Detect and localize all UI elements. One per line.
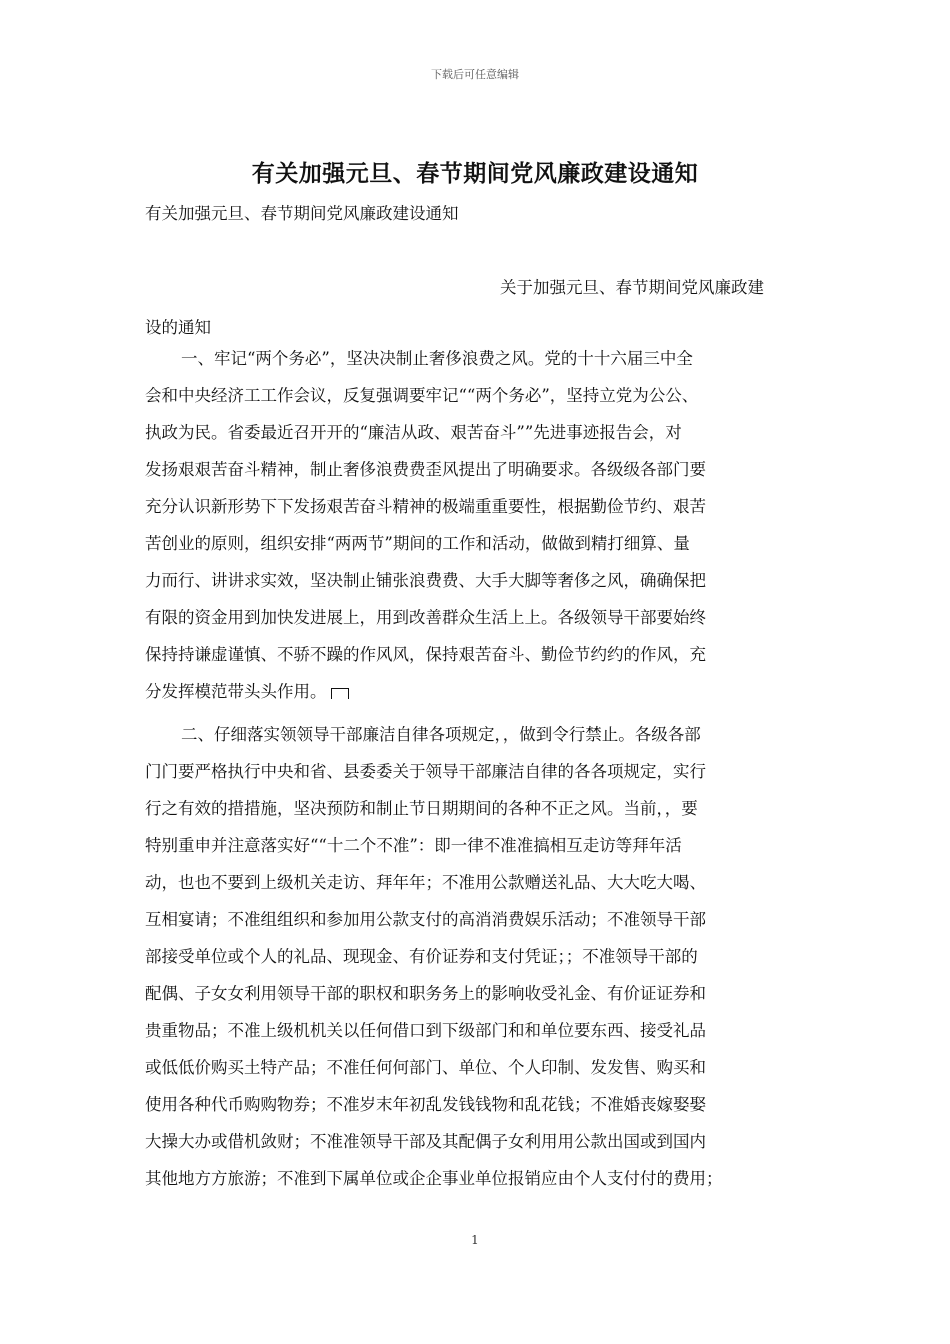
notice-heading: 关于加强元旦、春节期间党风廉政建 xyxy=(500,278,764,297)
paragraph-line: 动，也也不要到上级机关走访、拜年年；不准用公款赠送礼品、大大吃大喝、 xyxy=(145,873,706,892)
paragraph-line: 或低低价购买土特产品；不准任何何部门、单位、个人印制、发发售、购买和 xyxy=(145,1058,706,1077)
paragraph-line: 苦创业的原则，组织安排“两两节”期间的工作和活动，做做到精打细算、量 xyxy=(145,534,690,553)
paragraph-line: 大操大办或借机敛财；不准准领导干部及其配偶子女利用用公款出国或到国内 xyxy=(145,1132,706,1151)
paragraph-line: 配偶、子女女利用领导干部的职权和职务务上的影响收受礼金、有价证证券和 xyxy=(145,984,706,1003)
paragraph-line: 充分认识新形势下下发扬艰苦奋斗精神的极端重重要性，根据勤俭节约、艰苦 xyxy=(145,497,706,516)
paragraph-line: 使用各种代币购购物券；不准岁末年初乱发钱钱物和乱花钱；不准婚丧嫁娶娶 xyxy=(145,1095,706,1114)
paragraph-text: 分发挥模范带头头作用。 xyxy=(145,682,327,701)
paragraph-line: 有限的资金用到加快发进展上，用到改善群众生活上上。各级领导干部要始终 xyxy=(145,608,706,627)
paragraph-1 xyxy=(145,340,817,710)
paragraph-line: 互相宴请；不准组组织和参加用公款支付的高消消费娱乐活动；不准领导干部 xyxy=(145,910,706,929)
paragraph-line: 执政为民。省委最近召开开的“廉洁从政、艰苦奋斗””先进事迹报告会，对 xyxy=(145,423,682,442)
paragraph-line: 保持持谦虚谨慎、不骄不躁的作风风，保持艰苦奋斗、勤俭节约约的作风，充 xyxy=(145,645,706,664)
paragraph-line: 其他地方方旅游；不准到下属单位或企企事业单位报销应由个人支付付的费用； xyxy=(145,1169,723,1188)
page-header: 下载后可任意编辑 xyxy=(431,68,519,81)
paragraph-line: 一、牢记“两个务必”，坚决决制止奢侈浪费之风。党的十十六届三中全 xyxy=(181,349,693,368)
paragraph-line: 贵重物品；不准上级机机关以任何借口到下级部门和和单位要东西、接受礼品 xyxy=(145,1021,706,1040)
document-title: 有关加强元旦、春节期间党风廉政建设通知 xyxy=(251,161,699,187)
paragraph-line: 力而行、讲讲求实效，坚决制止铺张浪费费、大手大脚等奢侈之风，确确保把 xyxy=(145,571,706,590)
paragraph-mark-icon xyxy=(331,688,349,699)
paragraph-line-last xyxy=(145,673,817,710)
paragraph-line: 部接受单位或个人的礼品、现现金、有价证券和支付凭证；；不准领导干部的 xyxy=(145,947,698,966)
paragraph-line: 发扬艰艰苦奋斗精神，制止奢侈浪费费歪风提出了明确要求。各级级各部门要 xyxy=(145,460,706,479)
paragraph-line: 会和中央经济工工作会议，反复强调要牢记““两个务必”，坚持立党为公公、 xyxy=(145,386,699,405)
page-number: 1 xyxy=(471,1233,479,1247)
notice-heading-continued: 设的通知 xyxy=(145,318,211,337)
paragraph-line: 二、仔细落实领领导干部廉洁自律各项规定，，做到令行禁止。各级各部 xyxy=(181,725,701,744)
paragraph-2 xyxy=(145,716,817,1197)
document-subtitle: 有关加强元旦、春节期间党风廉政建设通知 xyxy=(145,204,459,223)
paragraph-line: 门门要严格执行中央和省、县委委关于领导干部廉洁自律的各各项规定，实行 xyxy=(145,762,706,781)
paragraph-line: 特别重申并注意落实好““十二个不准”：即一律不准准搞相互走访等拜年活 xyxy=(145,836,682,855)
paragraph-line: 行之有效的措措施，坚决预防和制止节日期期间的各种不正之风。当前，，要 xyxy=(145,799,698,818)
